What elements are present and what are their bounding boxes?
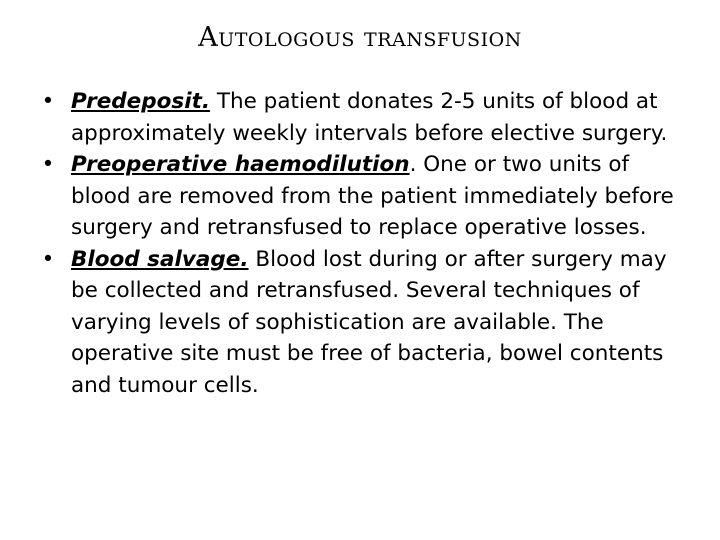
- bullet-lead: Blood salvage.: [71, 246, 249, 272]
- bullet-text: . One or two units of blood are removed from the patient immediately before surgery and retransfused to replace operative losses.: [71, 152, 674, 240]
- bullet-lead: Predeposit.: [71, 89, 211, 114]
- bullet-dot-icon: •: [41, 152, 55, 177]
- bullet-list: [40, 86, 690, 401]
- bullet-text: Blood lost during or after surgery may be collected and retransfused. Several techniques of varying levels of sophistication are available. The operative site must be free of bacteria, bowel contents and tumour cells.: [71, 246, 667, 398]
- bullet-dot-icon: •: [41, 246, 55, 272]
- bullet-lead: Preoperative haemodilution: [71, 152, 410, 177]
- bullet-item-predeposit: [40, 86, 690, 149]
- bullet-item-preoperative-haemodilution: [40, 149, 690, 244]
- bullet-item-blood-salvage: [40, 244, 690, 402]
- slide-title: Autologous transfusion: [198, 22, 522, 53]
- bullet-dot-icon: •: [41, 89, 55, 114]
- bullet-text: The patient donates 2-5 units of blood at approximately weekly intervals before elective surgery.: [71, 89, 668, 146]
